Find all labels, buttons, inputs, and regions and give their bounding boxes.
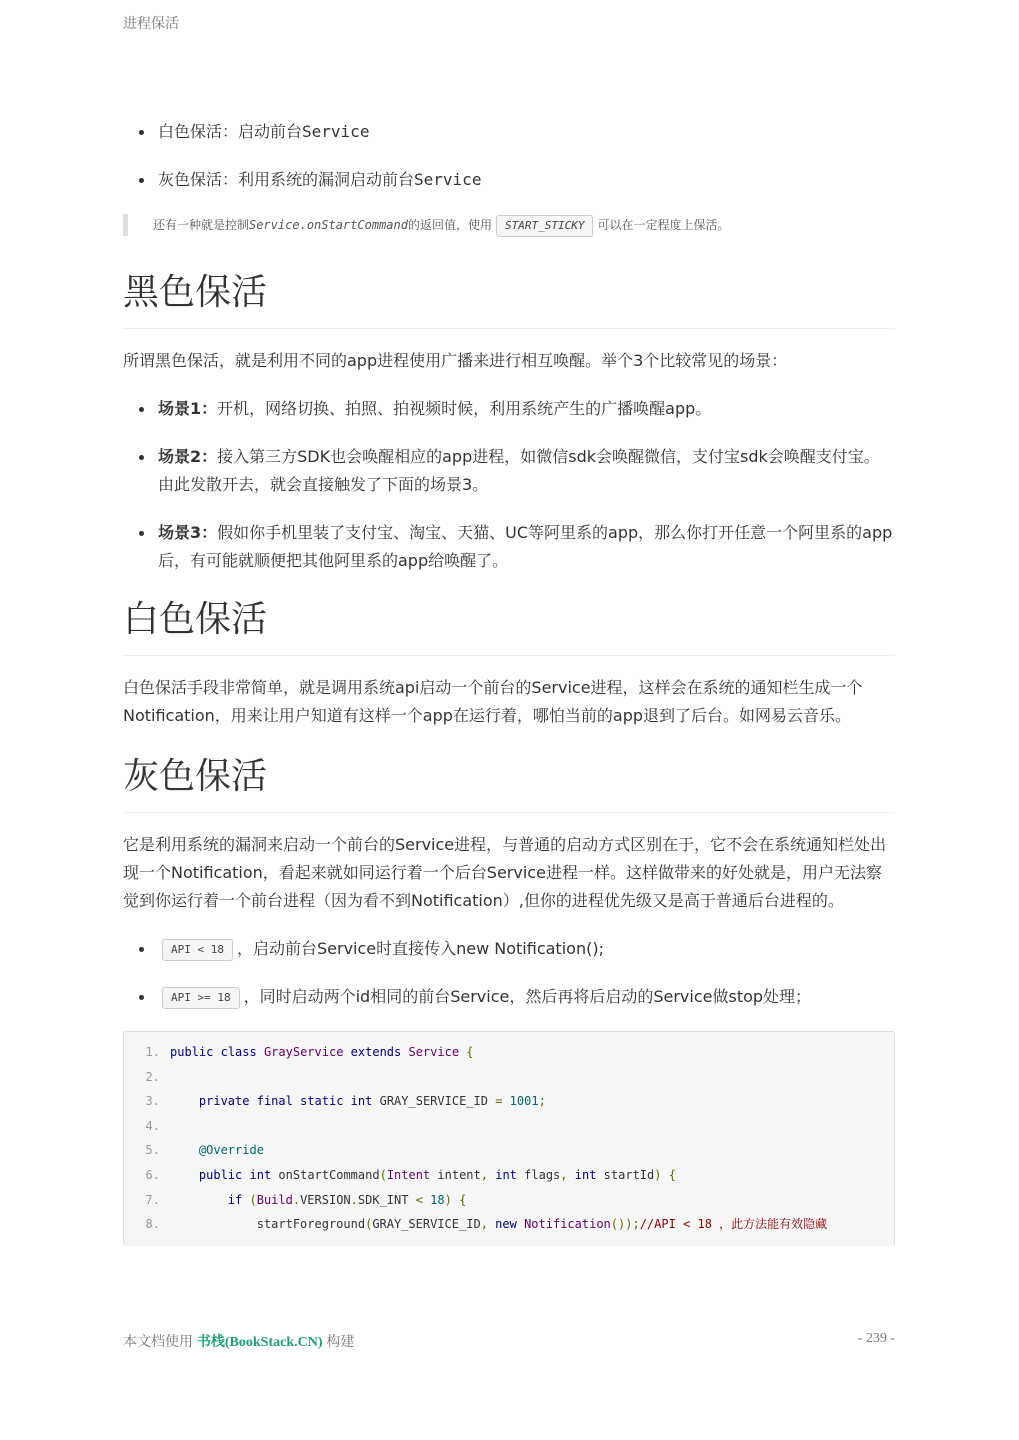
item-label: 场景1： xyxy=(158,399,218,418)
white-paragraph: 白色保活手段非常简单，就是调用系统api启动一个前台的Service进程，这样会在系统的通知栏生成一个Notification，用来让用户知道有这样一个app在运行着，哪怕当前的app退到了后台。如网易云音乐。 xyxy=(123,678,863,725)
code-line: 8. startForeground(GRAY_SERVICE_ID, new Notification());//API < 18 ，此方法能有效隐藏 xyxy=(124,1212,894,1237)
footer-suffix: 构建 xyxy=(326,1333,355,1349)
line-number: 4. xyxy=(145,1118,160,1133)
gray-api-list xyxy=(123,935,895,1011)
code-line: 7. if (Build.VERSION.SDK_INT < 18) { xyxy=(124,1188,894,1213)
black-intro: 所谓黑色保活，就是利用不同的app进程使用广播来进行相互唤醒。举个3个比较常见的场景： xyxy=(123,351,788,370)
line-number: 6. xyxy=(145,1167,160,1182)
item-label: 灰色保活： xyxy=(158,170,239,189)
page-number: - 239 - xyxy=(857,1331,895,1346)
item-text: 利用系统的漏洞启动前台Service xyxy=(238,170,482,189)
list-item xyxy=(123,166,895,194)
item-label: 白色保活： xyxy=(158,122,239,141)
line-number: 5. xyxy=(145,1143,160,1158)
item-label: 场景2： xyxy=(158,447,218,466)
list-item xyxy=(123,983,895,1011)
api-code: API >= 18 xyxy=(162,987,240,1009)
blockquote-note xyxy=(123,214,895,236)
item-text: 启动前台Service xyxy=(238,122,370,141)
heading-black: 黑色保活 xyxy=(123,268,895,329)
api-code: API < 18 xyxy=(162,939,233,961)
code-line xyxy=(124,1065,894,1090)
code-line xyxy=(124,1114,894,1139)
note-prefix: 还有一种就是控制 xyxy=(153,218,250,232)
note-middle: 的返回值，使用 xyxy=(407,218,492,232)
page-footer xyxy=(123,1331,895,1351)
item-text: 开机，网络切换、拍照、拍视频时候，利用系统产生的广播唤醒app。 xyxy=(217,399,712,418)
line-number: 3. xyxy=(145,1094,160,1109)
line-number: 8. xyxy=(145,1217,160,1232)
footer-prefix: 本文档使用 xyxy=(123,1333,193,1349)
heading-white: 白色保活 xyxy=(123,595,895,656)
running-header: 进程保活 xyxy=(123,15,179,31)
item-text: ，同时启动两个id相同的前台Service，然后再将后启动的Service做stop处理； xyxy=(243,987,812,1006)
list-item xyxy=(123,395,895,423)
list-item xyxy=(123,519,895,575)
note-method: Service.onStartCommand xyxy=(249,218,408,232)
item-text: 接入第三方SDK也会唤醒相应的app进程，如微信sdk会唤醒微信，支付宝sdk会唤醒支付宝。由此发散开去，就会直接触发了下面的场景3。 xyxy=(158,447,880,494)
note-code: START_STICKY xyxy=(496,215,593,237)
line-number: 2. xyxy=(145,1069,160,1084)
item-label: 场景3： xyxy=(158,523,218,542)
main-content xyxy=(123,118,895,1246)
item-text: ，启动前台Service时直接传入new Notification(); xyxy=(236,939,604,958)
heading-gray: 灰色保活 xyxy=(123,752,895,813)
item-text: 假如你手机里装了支付宝、淘宝、天猫、UC等阿里系的app，那么你打开任意一个阿里系的app后，有可能就顺便把其他阿里系的app给唤醒了。 xyxy=(158,523,893,570)
code-line: 3. private final static int GRAY_SERVICE_ID = 1001; xyxy=(124,1089,894,1114)
black-scenes xyxy=(123,395,895,575)
code-block xyxy=(123,1031,895,1246)
gray-paragraph: 它是利用系统的漏洞来启动一个前台的Service进程，与普通的启动方式区别在于，它不会在系统通知栏处出现一个Notification，看起来就如同运行着一个后台Service进程一样。这样做带来的好处就是，用户无法察觉到你运行着一个前台进程（因为看不到Notification）,但你的进程优先级又是高于普通后台进程的。 xyxy=(123,835,887,910)
line-number: 7. xyxy=(145,1192,160,1207)
line-number: 1. xyxy=(145,1045,160,1059)
intro-list xyxy=(123,118,895,194)
list-item xyxy=(123,118,895,146)
bookstack-link[interactable]: 书栈(BookStack.CN) xyxy=(196,1335,323,1350)
list-item xyxy=(123,935,895,963)
code-line: 6. public int onStartCommand(Intent intent, int flags, int startId) { xyxy=(124,1163,894,1188)
code-line: 5. @Override xyxy=(124,1138,894,1163)
list-item xyxy=(123,443,895,499)
note-suffix: 可以在一定程度上保活。 xyxy=(597,218,730,232)
code-line: 1. public class GrayService extends Service { xyxy=(124,1040,894,1065)
